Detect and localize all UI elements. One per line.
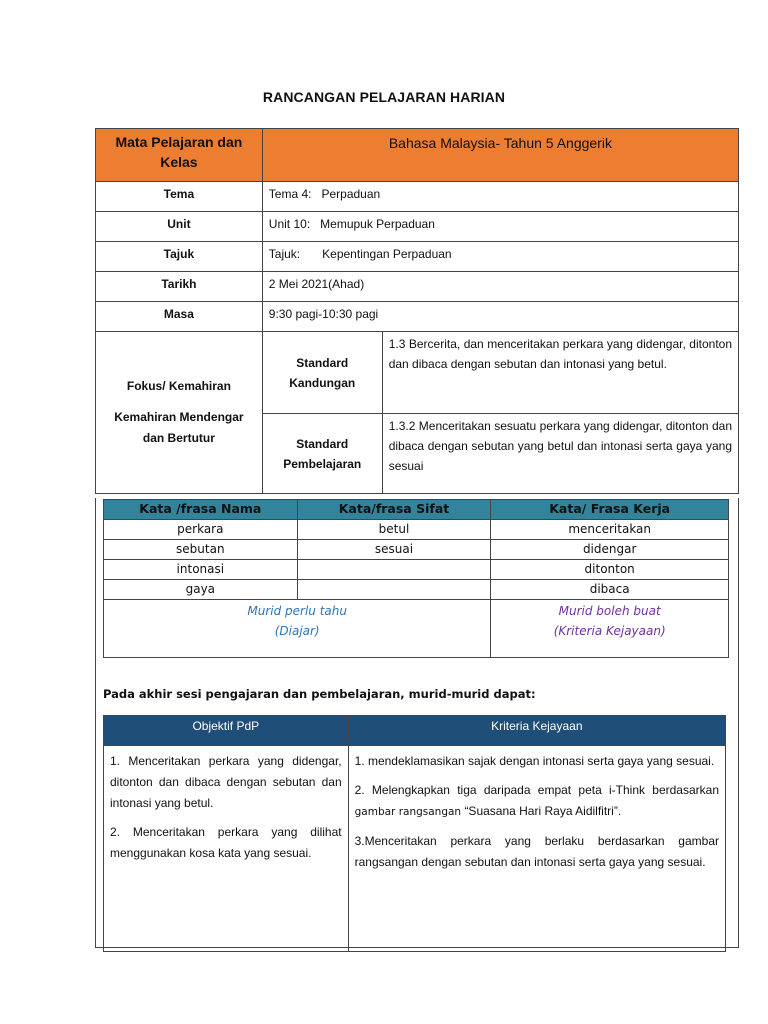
subject-label: Mata Pelajaran dan Kelas [96, 129, 263, 182]
kata-cell: sesuai [297, 540, 491, 560]
kriteria-item-2-part3: “Suasana Hari Raya Aidilfitri”. [464, 804, 622, 818]
kata-cell: sebutan [104, 540, 298, 560]
kriteria-item: 1. mendeklamasikan sajak dengan intonasi serta gaya yang sesuai. [354, 754, 715, 768]
kata-nama-header: Kata /frasa Nama [104, 500, 298, 520]
murid-perlu-tahu-note [104, 600, 491, 658]
kemahiran-label-2: dan Bertutur [142, 431, 215, 445]
kata-cell: dibaca [491, 580, 729, 600]
kata-kerja-header: Kata/ Frasa Kerja [491, 500, 729, 520]
fokus-label: Fokus/ Kemahiran [126, 379, 231, 393]
tema-prefix: Tema 4: [268, 187, 312, 201]
std-kandungan-line1: Standard [296, 355, 349, 370]
unit-text: Memupuk Perpaduan [320, 217, 435, 231]
objektif-list [104, 746, 349, 952]
standard-pembelajaran-text: 1.3.2 Menceritakan sesuatu perkara yang didengar, ditonton dan dibaca dengan sebutan yang betul dan intonasi serta gaya yang sesuai [382, 414, 738, 494]
tajuk-row [96, 242, 739, 272]
tajuk-text: Kepentingan Perpaduan [322, 247, 452, 261]
kata-notes-row [104, 600, 729, 658]
lesson-info-table [95, 128, 739, 494]
tarikh-label: Tarikh [96, 272, 263, 302]
kata-cell: gaya [104, 580, 298, 600]
kata-row [104, 520, 729, 540]
kata-row [104, 540, 729, 560]
subject-value: Bahasa Malaysia- Tahun 5 Anggerik [262, 129, 738, 182]
standard-kandungan-text: 1.3 Bercerita, dan menceritakan perkara yang didengar, ditonton dan dibaca dengan sebutan dan intonasi yang betul. [382, 332, 738, 414]
objektif-pdp-header: Objektif PdP [104, 716, 349, 746]
std-pembelajaran-line1: Standard [296, 436, 349, 451]
kata-cell: intonasi [104, 560, 298, 580]
document-title: RANCANGAN PELAJARAN HARIAN [262, 89, 506, 105]
tema-text: Perpaduan [321, 187, 381, 201]
tajuk-label: Tajuk [96, 242, 263, 272]
kemahiran-label-1: Kemahiran Mendengar [114, 410, 244, 424]
kata-cell: betul [297, 520, 491, 540]
tema-label: Tema [96, 182, 263, 212]
objective-intro-text: Pada akhir sesi pengajaran dan pembelajaran, murid-murid dapat: [103, 687, 536, 701]
tarikh-row [96, 272, 739, 302]
murid-perlu-tahu-line1: Murid perlu tahu [247, 604, 347, 618]
kata-cell: ditonton [491, 560, 729, 580]
kata-row [104, 560, 729, 580]
kata-header-row [104, 500, 729, 520]
standard-pembelajaran-label [262, 414, 382, 494]
tema-value [262, 182, 738, 212]
masa-value: 9:30 pagi-10:30 pagi [262, 302, 738, 332]
kata-cell: menceritakan [491, 520, 729, 540]
kata-cell [297, 580, 491, 600]
masa-row [96, 302, 739, 332]
objektif-header-row [104, 716, 726, 746]
kata-cell: perkara [104, 520, 298, 540]
subject-row [96, 129, 739, 182]
kriteria-item [355, 780, 719, 823]
tema-row [96, 182, 739, 212]
murid-boleh-buat-note [491, 600, 729, 658]
kriteria-item-2-part1: 2. Melengkapkan tiga daripada empat peta i-Think berdasarkan [354, 783, 719, 797]
murid-perlu-tahu-line2: (Diajar) [274, 624, 320, 638]
objektif-item: 2. Menceritakan perkara yang dilihat menggunakan kosa kata yang sesuai. [110, 825, 342, 860]
kata-cell [297, 560, 491, 580]
standard-kandungan-label [262, 332, 382, 414]
unit-label: Unit [96, 212, 263, 242]
kata-row [104, 580, 729, 600]
objektif-body-row [104, 746, 726, 952]
kriteria-list [348, 746, 725, 952]
unit-prefix: Unit 10: [268, 217, 311, 231]
objektif-item: 1. Menceritakan perkara yang didengar, ditonton dan dibaca dengan sebutan dan intonasi yang betul. [110, 754, 342, 810]
masa-label: Masa [96, 302, 263, 332]
standard-kandungan-row [96, 332, 739, 414]
tarikh-value: 2 Mei 2021(Ahad) [262, 272, 738, 302]
std-pembelajaran-line2: Pembelajaran [283, 456, 362, 471]
kata-cell: didengar [491, 540, 729, 560]
unit-value [262, 212, 738, 242]
kriteria-kejayaan-header: Kriteria Kejayaan [348, 716, 725, 746]
murid-boleh-buat-line1: Murid boleh buat [558, 604, 661, 618]
kriteria-item: 3.Menceritakan perkara yang berlaku berdasarkan gambar rangsangan dengan sebutan dan intonasi serta gaya yang sesuai. [354, 834, 719, 869]
objektif-table [103, 715, 726, 952]
std-kandungan-line2: Kandungan [289, 375, 356, 390]
unit-row [96, 212, 739, 242]
kata-sifat-header: Kata/frasa Sifat [297, 500, 491, 520]
fokus-kemahiran-cell [96, 332, 263, 494]
murid-boleh-buat-line2: (Kriteria Kejayaan) [553, 624, 666, 638]
tajuk-value [262, 242, 738, 272]
tajuk-prefix: Tajuk: [268, 247, 301, 261]
kata-table [103, 499, 729, 658]
kriteria-item-2-part2: gambar rangsangan [354, 806, 462, 818]
